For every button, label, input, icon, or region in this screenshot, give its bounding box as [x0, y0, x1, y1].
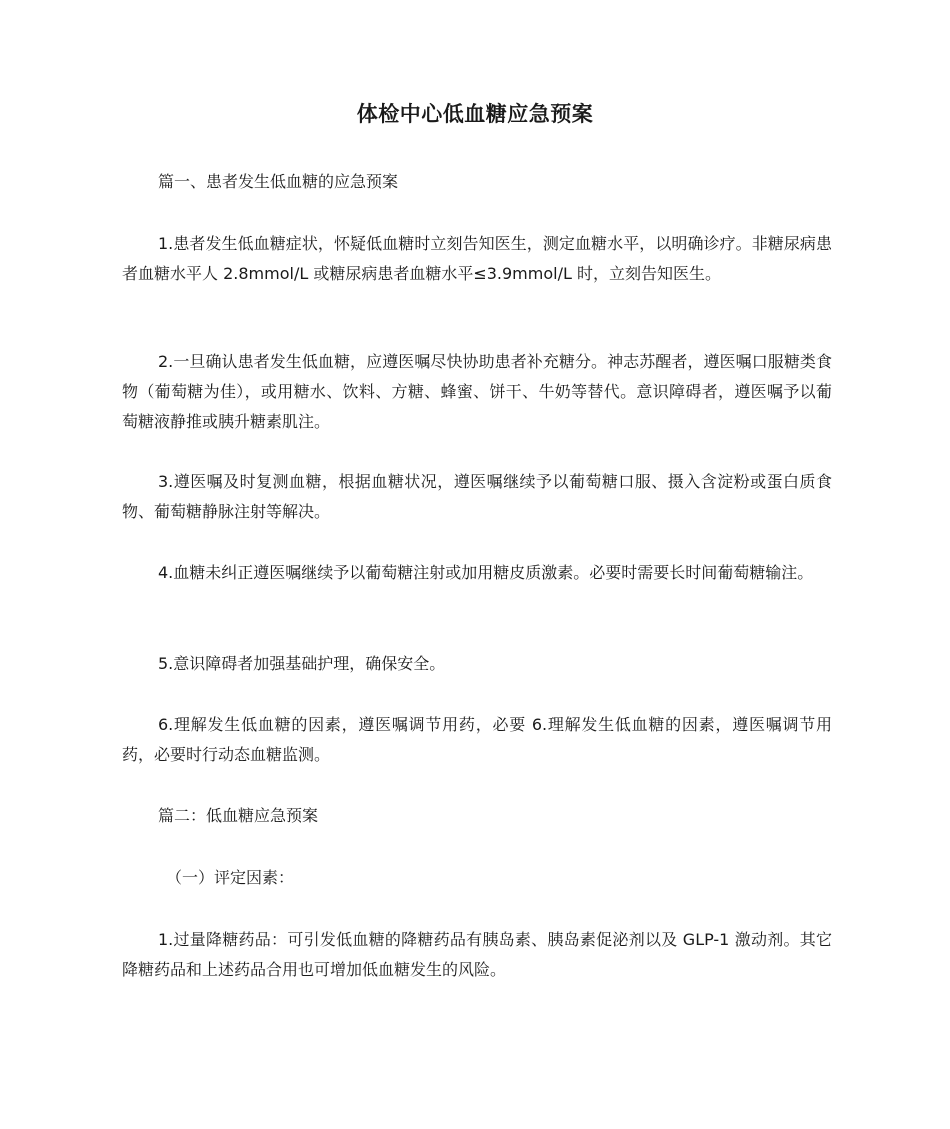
paragraph-1: 1.患者发生低血糖症状，怀疑低血糖时立刻告知医生，测定血糖水平，以明确诊疗。非糖尿病患者血糖水平人 2.8mmol/L 或糖尿病患者血糖水平≤3.9mmol/L 时，立刻告知医生。 — [122, 234, 832, 283]
subsection-heading: （一）评定因素： — [166, 868, 295, 887]
paragraph-6: 6.理解发生低血糖的因素，遵医嘱调节用药，必要 6.理解发生低血糖的因素，遵医嘱调节用药，必要时行动态血糖监测。 — [122, 715, 832, 764]
paragraph-7: 1.过量降糖药品：可引发低血糖的降糖药品有胰岛素、胰岛素促泌剂以及 GLP-1 激动剂。其它降糖药品和上述药品合用也可增加低血糖发生的风险。 — [122, 930, 832, 979]
paragraph-5: 5.意识障碍者加强基础护理，确保安全。 — [158, 654, 446, 673]
section-heading-1: 篇一、患者发生低血糖的应急预案 — [158, 172, 399, 191]
document-title: 体检中心低血糖应急预案 — [356, 102, 594, 126]
paragraph-2: 2.一旦确认患者发生低血糖，应遵医嘱尽快协助患者补充糖分。神志苏醒者，遵医嘱口服糖类食物（葡萄糖为佳），或用糖水、饮料、方糖、蜂蜜、饼干、牛奶等替代。意识障碍者，遵医嘱予以葡萄糖液静推或胰升糖素肌注。 — [122, 352, 832, 431]
paragraph-4: 4.血糖未纠正遵医嘱继续予以葡萄糖注射或加用糖皮质激素。必要时需要长时间葡萄糖输注。 — [158, 563, 814, 582]
paragraph-3: 3.遵医嘱及时复测血糖，根据血糖状况，遵医嘱继续予以葡萄糖口服、摄入含淀粉或蛋白质食物、葡萄糖静脉注射等解决。 — [122, 472, 832, 521]
section-heading-2: 篇二：低血糖应急预案 — [158, 806, 319, 825]
